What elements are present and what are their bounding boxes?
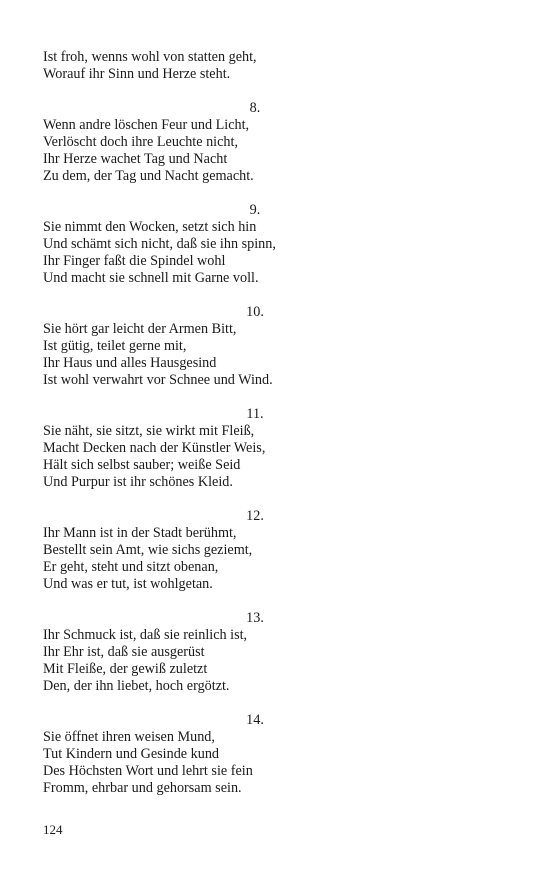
verse-line: Ihr Schmuck ist, daß sie reinlich ist, xyxy=(43,627,248,643)
verse-line: Ist froh, wenns wohl von statten geht, xyxy=(43,49,257,65)
verse-line: Sie hört gar leicht der Armen Bitt, xyxy=(43,321,237,337)
verse-line: Wenn andre löschen Feur und Licht, xyxy=(43,117,250,133)
verse-line: Sie nimmt den Wocken, setzt sich hin xyxy=(43,219,257,235)
verse-line: Zu dem, der Tag und Nacht gemacht. xyxy=(43,168,254,184)
verse-line: Ist gütig, teilet gerne mit, xyxy=(43,338,187,354)
stanza-number: 10. xyxy=(246,304,264,320)
stanza-10 xyxy=(43,304,483,389)
verse-line: Ihr Finger faßt die Spindel wohl xyxy=(43,253,226,269)
verse-line: Sie öffnet ihren weisen Mund, xyxy=(43,729,215,745)
stanza-number: 14. xyxy=(246,712,264,728)
verse-line: Und Purpur ist ihr schönes Kleid. xyxy=(43,474,233,490)
verse-line: Ihr Haus und alles Hausgesind xyxy=(43,355,217,371)
verse-line: Worauf ihr Sinn und Herze steht. xyxy=(43,66,231,82)
poem-text xyxy=(43,49,483,797)
stanza-8 xyxy=(43,100,483,185)
verse-line: Sie näht, sie sitzt, sie wirkt mit Fleiß, xyxy=(43,423,255,439)
verse-line: Tut Kindern und Gesinde kund xyxy=(43,746,220,762)
stanza-13 xyxy=(43,610,483,695)
page-number: 124 xyxy=(43,822,63,837)
verse-line: Verlöscht doch ihre Leuchte nicht, xyxy=(43,134,239,150)
verse-line: Fromm, ehrbar und gehorsam sein. xyxy=(43,780,242,796)
stanza-number: 12. xyxy=(246,508,264,524)
stanza-11 xyxy=(43,406,483,491)
opening-lines xyxy=(43,49,483,83)
stanza-12 xyxy=(43,508,483,593)
verse-line: Und macht sie schnell mit Garne voll. xyxy=(43,270,259,286)
stanza-number: 8. xyxy=(249,100,261,116)
verse-line: Und schämt sich nicht, daß sie ihn spinn, xyxy=(43,236,276,252)
verse-line: Hält sich selbst sauber; weiße Seid xyxy=(43,457,241,473)
verse-line: Den, der ihn liebet, hoch ergötzt. xyxy=(43,678,230,694)
verse-line: Bestellt sein Amt, wie sichs geziemt, xyxy=(43,542,253,558)
stanza-9 xyxy=(43,202,483,287)
verse-line: Ist wohl verwahrt vor Schnee und Wind. xyxy=(43,372,273,388)
stanza-number: 13. xyxy=(246,610,264,626)
stanza-number: 11. xyxy=(246,406,264,422)
verse-line: Macht Decken nach der Künstler Weis, xyxy=(43,440,266,456)
verse-line: Des Höchsten Wort und lehrt sie fein xyxy=(43,763,253,779)
verse-line: Und was er tut, ist wohlgetan. xyxy=(43,576,213,592)
stanza-number: 9. xyxy=(249,202,261,218)
verse-line: Ihr Mann ist in der Stadt berühmt, xyxy=(43,525,237,541)
verse-line: Ihr Ehr ist, daß sie ausgerüst xyxy=(43,644,205,660)
verse-line: Mit Fleiße, der gewiß zuletzt xyxy=(43,661,208,677)
verse-line: Er geht, steht und sitzt obenan, xyxy=(43,559,219,575)
stanza-14 xyxy=(43,712,483,797)
verse-line: Ihr Herze wachet Tag und Nacht xyxy=(43,151,228,167)
